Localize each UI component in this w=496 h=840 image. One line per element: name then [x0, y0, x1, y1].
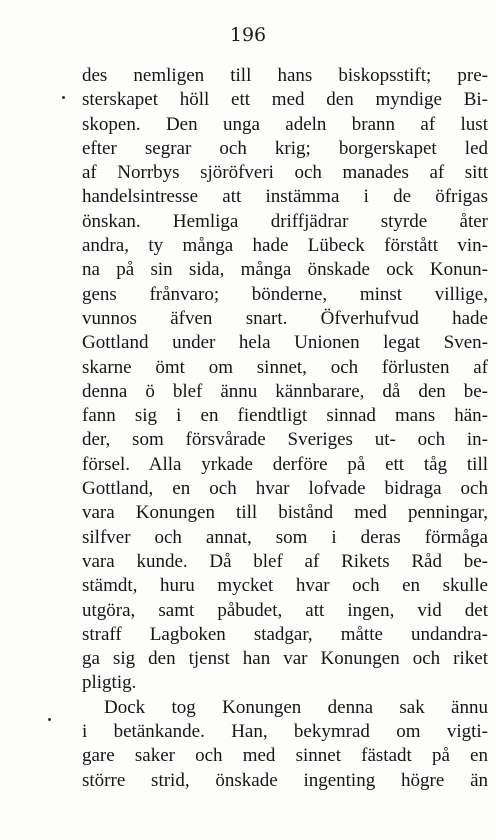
text-line: des nemligen till hans biskopsstift; pre-: [82, 65, 488, 86]
text-line: utgöra, samt påbudet, att ingen, vid det: [82, 599, 488, 621]
text-line: vara Konungen till bistånd med penningar,: [82, 502, 488, 524]
text-line: Gottland under hela Unionen legat Sven-: [82, 332, 488, 354]
print-speck: [48, 718, 51, 721]
text-line: straff Lagboken stadgar, måtte undandra-: [82, 623, 488, 645]
text-line: na på sin sida, många önskade ock Konun-: [82, 259, 488, 281]
body-text: [82, 64, 488, 793]
text-line: större strid, önskade ingenting högre än: [82, 769, 488, 791]
text-line: fann sig i en fiendtligt sinnad mans hän-: [82, 405, 488, 427]
text-line: gens frånvaro; bönderne, minst villige,: [82, 283, 488, 305]
text-line: Gottland, en och hvar lofvade bidraga och: [82, 478, 488, 500]
text-line: sterskapet höll ett med den myndige Bi-: [82, 89, 488, 111]
text-line: stämdt, huru mycket hvar och en skulle: [82, 575, 488, 597]
text-line: önskan. Hemliga driffjädrar styrde åter: [82, 210, 488, 232]
text-line: Dock tog Konungen denna sak ännu: [104, 696, 488, 718]
text-line: gare saker och med sinnet fästadt på en: [82, 745, 488, 767]
text-line: efter segrar och krig; borgerskapet led: [82, 137, 488, 159]
text-line: i betänkande. Han, bekymrad om vigti-: [82, 721, 488, 743]
text-line: handelsintresse att instämma i de öfrigas: [82, 186, 488, 208]
text-line: andra, ty många hade Lübeck förstått vin-: [82, 235, 488, 257]
text-line: skopen. Den unga adeln brann af lust: [82, 113, 488, 135]
print-speck: [62, 96, 65, 99]
text-line: försel. Alla yrkade derföre på ett tåg till: [82, 453, 488, 475]
text-line: vara kunde. Då blef af Rikets Råd be-: [82, 550, 488, 572]
text-line: der, som försvårade Sveriges ut- och in-: [82, 429, 488, 451]
text-line: vunnos äfven snart. Öfverhufvud hade: [82, 307, 488, 329]
text-line: ga sig den tjenst han var Konungen och riket: [82, 648, 488, 670]
text-line: skarne ömt om sinnet, och förlusten af: [82, 356, 488, 378]
page-number: 196: [229, 24, 267, 46]
text-line: pligtig.: [82, 672, 137, 694]
text-line: denna ö blef ännu kännbarare, då den be-: [82, 380, 488, 402]
text-line: silfver och annat, som i deras förmåga: [82, 526, 488, 548]
text-line: af Norrbys sjöröfveri och manades af sitt: [82, 162, 488, 184]
